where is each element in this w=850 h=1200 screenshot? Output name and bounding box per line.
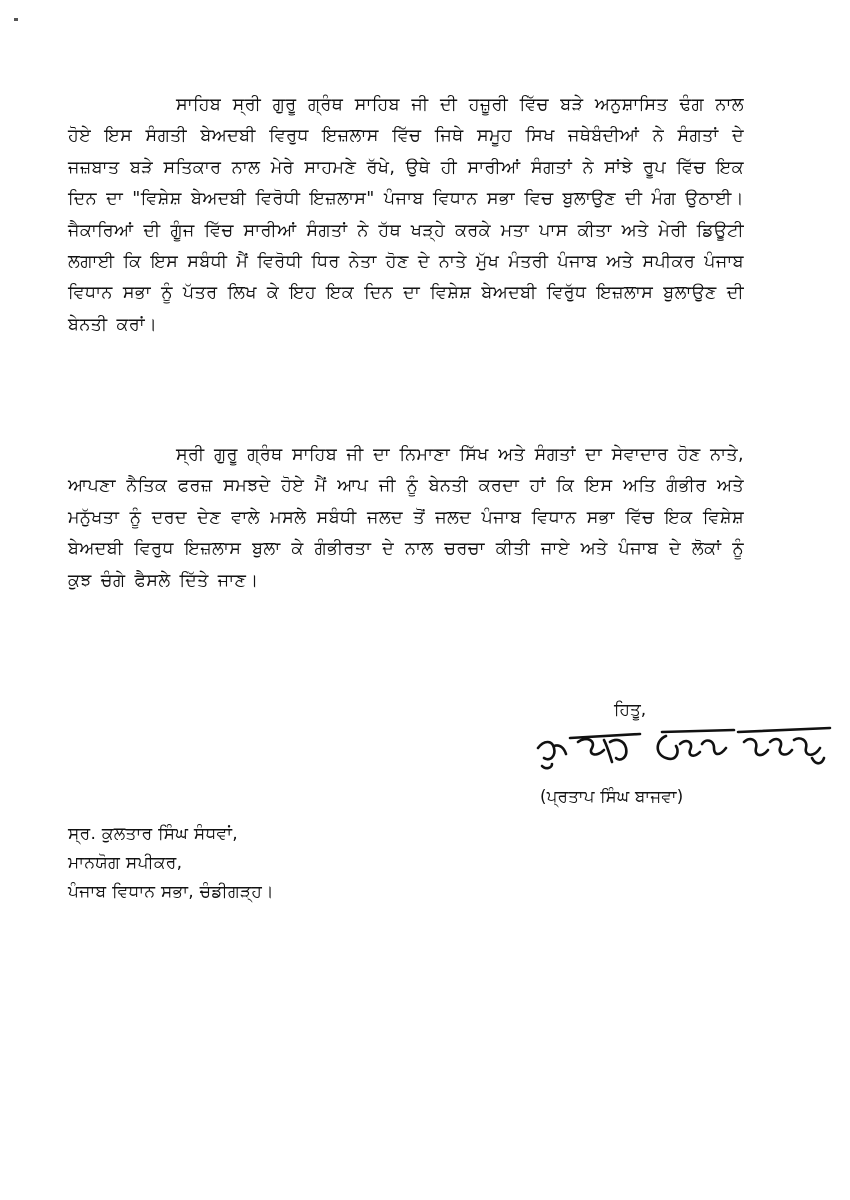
closing-salutation: ਹਿਤੂ, [614,700,647,720]
letter-paragraph-1: ਸਾਹਿਬ ਸ੍ਰੀ ਗੁਰੂ ਗ੍ਰੰਥ ਸਾਹਿਬ ਜੀ ਦੀ ਹਜ਼ੂਰੀ ਵਿੱਚ ਬੜੇ ਅਨੁਸ਼ਾਸਿਤ ਢੰਗ ਨਾਲ ਹੋਏ ਇਸ ਸੰਗਤੀ ਬੇਅਦਬੀ ਵਿਰੁਧ ਇਜ਼ਲਾਸ ਵਿੱਚ ਜਿਥੇ ਸਮੂਹ ਸਿਖ ਜਥੇਬੰਦੀਆਂ ਨੇ ਸੰਗਤਾਂ ਦੇ ਜਜ਼ਬਾਤ ਬੜੇ ਸਤਿਕਾਰ ਨਾਲ ਮੇਰੇ ਸਾਹਮਣੇ ਰੱਖੇ, ਉਥੇ ਹੀ ਸਾਰੀਆਂ ਸੰਗਤਾਂ ਨੇ ਸਾਂਝੇ ਰੂਪ ਵਿੱਚ ਇਕ ਦਿਨ ਦਾ "ਵਿਸ਼ੇਸ਼ ਬੇਅਦਬੀ ਵਿਰੋਧੀ ਇਜ਼ਲਾਸ" ਪੰਜਾਬ ਵਿਧਾਨ ਸਭਾ ਵਿਚ ਬੁਲਾਉਣ ਦੀ ਮੰਗ ਉਠਾਈ। ਜੈਕਾਰਿਆਂ ਦੀ ਗੂੰਜ ਵਿੱਚ ਸਾਰੀਆਂ ਸੰਗਤਾਂ ਨੇ ਹੱਥ ਖੜ੍ਹੇ ਕਰਕੇ ਮਤਾ ਪਾਸ ਕੀਤਾ ਅਤੇ ਮੇਰੀ ਡਿਊਟੀ ਲਗਾਈ ਕਿ ਇਸ ਸਬੰਧੀ ਮੈਂ ਵਿਰੋਧੀ ਧਿਰ ਨੇਤਾ ਹੋਣ ਦੇ ਨਾਤੇ ਮੁੱਖ ਮੰਤਰੀ ਪੰਜਾਬ ਅਤੇ ਸਪੀਕਰ ਪੰਜਾਬ ਵਿਧਾਨ ਸਭਾ ਨੂੰ ਪੱਤਰ ਲਿਖ ਕੇ ਇਹ ਇਕ ਦਿਨ ਦਾ ਵਿਸ਼ੇਸ਼ ਬੇਅਦਬੀ ਵਿਰੁੱਧ ਇਜ਼ਲਾਸ ਬੁਲਾਉਣ ਦੀ ਬੇਨਤੀ ਕਰਾਂ। [68,95,744,335]
addressee-office: ਪੰਜਾਬ ਵਿਧਾਨ ਸਭਾ, ਚੰਡੀਗੜ੍ਹ। [68,882,274,902]
scan-mark [14,18,18,21]
addressee-title: ਮਾਨਯੋਗ ਸਪੀਕਰ, [68,853,183,873]
signer-name: (ਪ੍ਰਤਾਪ ਸਿੰਘ ਬਾਜਵਾ) [540,787,684,806]
addressee-block [68,820,274,907]
handwritten-signature [530,718,840,780]
letter-paragraph-2: ਸ੍ਰੀ ਗੁਰੂ ਗ੍ਰੰਥ ਸਾਹਿਬ ਜੀ ਦਾ ਨਿਮਾਣਾ ਸਿੱਖ ਅਤੇ ਸੰਗਤਾਂ ਦਾ ਸੇਵਾਦਾਰ ਹੋਣ ਨਾਤੇ, ਆਪਣਾ ਨੈਤਿਕ ਫਰਜ਼ ਸਮਝਦੇ ਹੋਏ ਮੈਂ ਆਪ ਜੀ ਨੂੰ ਬੇਨਤੀ ਕਰਦਾ ਹਾਂ ਕਿ ਇਸ ਅਤਿ ਗੰਭੀਰ ਅਤੇ ਮਨੁੱਖਤਾ ਨੂੰ ਦਰਦ ਦੇਣ ਵਾਲੇ ਮਸਲੇ ਸਬੰਧੀ ਜਲਦ ਤੋਂ ਜਲਦ ਪੰਜਾਬ ਵਿਧਾਨ ਸਭਾ ਵਿੱਚ ਇਕ ਵਿਸ਼ੇਸ਼ ਬੇਅਦਬੀ ਵਿਰੁਧ ਇਜ਼ਲਾਸ ਬੁਲਾ ਕੇ ਗੰਭੀਰਤਾ ਦੇ ਨਾਲ ਚਰਚਾ ਕੀਤੀ ਜਾਏ ਅਤੇ ਪੰਜਾਬ ਦੇ ਲੋਕਾਂ ਨੂੰ ਕੁਝ ਚੰਗੇ ਫੈਸਲੇ ਦਿੱਤੇ ਜਾਣ। [68,445,744,591]
addressee-name: ਸ੍ਰ. ਕੁਲਤਾਰ ਸਿੰਘ ਸੰਧਵਾਂ, [68,824,238,844]
